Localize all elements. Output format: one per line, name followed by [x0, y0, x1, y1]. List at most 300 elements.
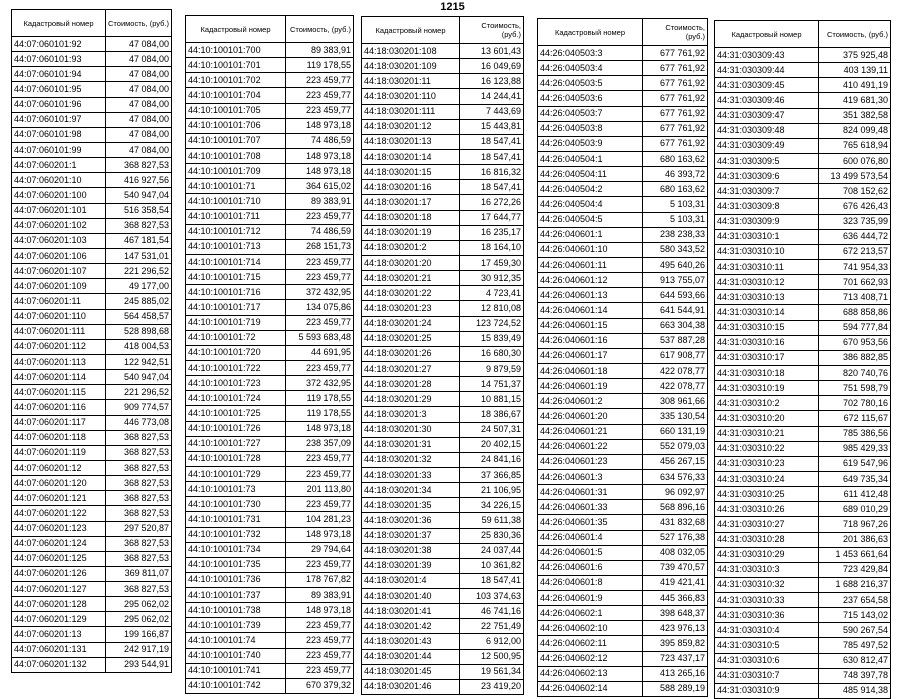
- table-row: [715, 184, 891, 199]
- cost-cell: 16 816,32: [460, 165, 524, 180]
- cost-cell: 386 882,85: [819, 350, 891, 365]
- cadastral-number-cell: 44:31:030309:9: [715, 214, 819, 229]
- cadastral-number-cell: 44:18:030201:17: [362, 195, 460, 210]
- table-row: [538, 591, 708, 606]
- cost-cell: 19 561,34: [460, 664, 524, 679]
- cost-cell: 6 912,00: [460, 634, 524, 649]
- table-row: [12, 597, 172, 612]
- table-row: [12, 354, 172, 369]
- cost-cell: 148 973,18: [286, 527, 354, 542]
- cost-cell: 335 130,54: [643, 409, 708, 424]
- table-row: [362, 543, 524, 558]
- table-row: [12, 506, 172, 521]
- cadastral-number-cell: 44:07:060201:120: [12, 476, 106, 491]
- cadastral-number-cell: 44:10:100101:728: [186, 451, 286, 466]
- table-row: [715, 381, 891, 396]
- column-header-cadastral: Кадастровый номер: [715, 21, 819, 48]
- cost-cell: 588 289,19: [643, 681, 708, 696]
- cost-cell: 10 881,15: [460, 392, 524, 407]
- cost-cell: 368 827,53: [106, 460, 172, 475]
- cadastral-number-cell: 44:10:100101:724: [186, 391, 286, 406]
- cost-cell: 15 839,49: [460, 331, 524, 346]
- cadastral-table-5: [714, 20, 891, 699]
- cadastral-number-cell: 44:10:100101:732: [186, 527, 286, 542]
- cadastral-number-cell: 44:31:030310:19: [715, 381, 819, 396]
- cost-cell: 368 827,53: [106, 445, 172, 460]
- table-row: [538, 545, 708, 560]
- cadastral-number-cell: 44:26:040601:9: [538, 591, 643, 606]
- table-row: [186, 360, 354, 375]
- cost-cell: 89 383,91: [286, 43, 354, 58]
- table-row: [538, 500, 708, 515]
- cadastral-number-cell: 44:26:040504:2: [538, 182, 643, 197]
- cadastral-number-cell: 44:07:060201:123: [12, 521, 106, 536]
- cadastral-number-cell: 44:26:040601:12: [538, 273, 643, 288]
- table-row: [12, 97, 172, 112]
- cadastral-number-cell: 44:31:030310:26: [715, 502, 819, 517]
- table-row: [538, 515, 708, 530]
- table-row: [362, 483, 524, 498]
- cadastral-number-cell: 44:10:100101:716: [186, 285, 286, 300]
- table-row: [12, 264, 172, 279]
- cost-cell: 9 879,59: [460, 361, 524, 376]
- cadastral-number-cell: 44:18:030201:41: [362, 604, 460, 619]
- cadastral-number-cell: 44:26:040601:6: [538, 560, 643, 575]
- table-row: [715, 214, 891, 229]
- cadastral-number-cell: 44:18:030201:25: [362, 331, 460, 346]
- table-row: [12, 188, 172, 203]
- cost-cell: 223 459,77: [286, 254, 354, 269]
- cadastral-number-cell: 44:18:030201:22: [362, 286, 460, 301]
- cost-cell: 368 827,53: [106, 506, 172, 521]
- cost-cell: 641 544,91: [643, 303, 708, 318]
- cost-cell: 540 947,04: [106, 188, 172, 203]
- cadastral-number-cell: 44:26:040601:21: [538, 424, 643, 439]
- cadastral-number-cell: 44:31:030309:7: [715, 184, 819, 199]
- cost-cell: 4 723,41: [460, 286, 524, 301]
- table-row: [12, 400, 172, 415]
- cost-cell: 14 751,37: [460, 377, 524, 392]
- cadastral-number-cell: 44:10:100101:734: [186, 542, 286, 557]
- table-row: [715, 199, 891, 214]
- cost-cell: 223 459,77: [286, 209, 354, 224]
- cadastral-number-cell: 44:10:100101:700: [186, 43, 286, 58]
- column-header-cadastral: Кадастровый номер: [186, 16, 286, 43]
- cadastral-number-cell: 44:31:030310:21: [715, 426, 819, 441]
- table-row: [12, 536, 172, 551]
- table-row: [715, 577, 891, 592]
- table-row: [715, 350, 891, 365]
- cost-cell: 351 382,58: [819, 108, 891, 123]
- cadastral-number-cell: 44:07:060201:109: [12, 279, 106, 294]
- cadastral-number-cell: 44:07:060201:13: [12, 627, 106, 642]
- table-row: [362, 392, 524, 407]
- cost-cell: 5 593 683,48: [286, 330, 354, 345]
- cost-cell: 74 486,59: [286, 133, 354, 148]
- cadastral-number-cell: 44:31:030310:14: [715, 305, 819, 320]
- cost-cell: 398 648,37: [643, 606, 708, 621]
- table-row: [12, 430, 172, 445]
- table-row: [362, 528, 524, 543]
- table-row: [362, 316, 524, 331]
- table-row: [12, 203, 172, 218]
- cost-cell: 713 408,71: [819, 290, 891, 305]
- cadastral-number-cell: 44:26:040503:5: [538, 76, 643, 91]
- table-row: [538, 46, 708, 61]
- cost-cell: 134 075,86: [286, 300, 354, 315]
- table-row: [12, 309, 172, 324]
- table-row: [362, 649, 524, 664]
- cost-cell: 148 973,18: [286, 118, 354, 133]
- cadastral-number-cell: 44:18:030201:11: [362, 74, 460, 89]
- cadastral-number-cell: 44:07:060201:128: [12, 597, 106, 612]
- table-row: [362, 467, 524, 482]
- cost-cell: 20 402,15: [460, 437, 524, 452]
- cost-cell: 368 827,53: [106, 430, 172, 445]
- table-row: [715, 623, 891, 638]
- cost-cell: 372 432,95: [286, 285, 354, 300]
- cadastral-number-cell: 44:26:040504:5: [538, 212, 643, 227]
- cadastral-number-cell: 44:18:030201:32: [362, 452, 460, 467]
- cadastral-number-cell: 44:31:030309:44: [715, 63, 819, 78]
- cadastral-number-cell: 44:31:030310:5: [715, 638, 819, 653]
- table-row: [12, 521, 172, 536]
- cost-cell: 748 397,78: [819, 668, 891, 683]
- cost-cell: 223 459,77: [286, 103, 354, 118]
- cost-cell: 617 908,77: [643, 348, 708, 363]
- table-row: [362, 149, 524, 164]
- cadastral-number-cell: 44:26:040504:4: [538, 197, 643, 212]
- cost-cell: 16 049,69: [460, 59, 524, 74]
- cadastral-number-cell: 44:18:030201:37: [362, 528, 460, 543]
- cost-cell: 47 084,00: [106, 127, 172, 142]
- cost-cell: 419 681,30: [819, 93, 891, 108]
- cadastral-number-cell: 44:07:060201:112: [12, 339, 106, 354]
- table-row: [362, 498, 524, 513]
- column-header-cost: Стоимость, (руб.): [460, 17, 524, 44]
- cadastral-table-1: [11, 9, 172, 673]
- cost-cell: 295 062,02: [106, 612, 172, 627]
- table-row: [715, 608, 891, 623]
- table-row: [538, 333, 708, 348]
- cost-cell: 147 531,01: [106, 248, 172, 263]
- cost-cell: 119 178,55: [286, 58, 354, 73]
- cost-cell: 148 973,18: [286, 603, 354, 618]
- cost-cell: 375 925,48: [819, 48, 891, 63]
- cost-cell: 89 383,91: [286, 194, 354, 209]
- cadastral-number-cell: 44:07:060101:96: [12, 97, 106, 112]
- table-row: [186, 43, 354, 58]
- cadastral-number-cell: 44:31:030310:22: [715, 441, 819, 456]
- cadastral-number-cell: 44:31:030309:6: [715, 169, 819, 184]
- cost-cell: 148 973,18: [286, 148, 354, 163]
- cost-cell: 10 361,82: [460, 558, 524, 573]
- cadastral-number-cell: 44:26:040601:3: [538, 469, 643, 484]
- cadastral-number-cell: 44:18:030201:19: [362, 225, 460, 240]
- table-row: [715, 562, 891, 577]
- cadastral-number-cell: 44:18:030201:14: [362, 149, 460, 164]
- table-row: [186, 58, 354, 73]
- table-row: [12, 248, 172, 263]
- cost-cell: 18 547,41: [460, 180, 524, 195]
- cost-cell: 223 459,77: [286, 663, 354, 678]
- table-row: [362, 119, 524, 134]
- cadastral-number-cell: 44:10:100101:725: [186, 406, 286, 421]
- cost-cell: 223 459,77: [286, 466, 354, 481]
- table-row: [538, 560, 708, 575]
- cost-cell: 751 598,79: [819, 381, 891, 396]
- table-row: [715, 547, 891, 562]
- table-row: [362, 59, 524, 74]
- cost-cell: 16 235,17: [460, 225, 524, 240]
- cadastral-number-cell: 44:10:100101:71: [186, 179, 286, 194]
- cadastral-number-cell: 44:18:030201:2: [362, 240, 460, 255]
- cost-cell: 688 858,86: [819, 305, 891, 320]
- cadastral-number-cell: 44:26:040602:12: [538, 651, 643, 666]
- table-row: [538, 257, 708, 272]
- cost-cell: 49 177,00: [106, 279, 172, 294]
- table-row: [715, 305, 891, 320]
- cost-cell: 18 547,41: [460, 149, 524, 164]
- cost-cell: 552 079,03: [643, 439, 708, 454]
- cadastral-number-cell: 44:18:030201:13: [362, 134, 460, 149]
- cost-cell: 238 238,33: [643, 227, 708, 242]
- table-row: [186, 648, 354, 663]
- cadastral-number-cell: 44:31:030309:46: [715, 93, 819, 108]
- cost-cell: 540 947,04: [106, 370, 172, 385]
- cadastral-number-cell: 44:31:030310:2: [715, 396, 819, 411]
- cost-cell: 580 343,52: [643, 242, 708, 257]
- cadastral-number-cell: 44:26:040601:33: [538, 500, 643, 515]
- table-row: [362, 513, 524, 528]
- cadastral-number-cell: 44:10:100101:709: [186, 164, 286, 179]
- table-row: [538, 606, 708, 621]
- cost-cell: 364 615,02: [286, 179, 354, 194]
- cost-cell: 708 152,62: [819, 184, 891, 199]
- cost-cell: 663 304,38: [643, 318, 708, 333]
- table-row: [186, 73, 354, 88]
- cadastral-number-cell: 44:26:040504:1: [538, 151, 643, 166]
- cost-cell: 59 611,38: [460, 513, 524, 528]
- table-row: [186, 572, 354, 587]
- cost-cell: 29 794,64: [286, 542, 354, 557]
- cadastral-number-cell: 44:07:060201:102: [12, 218, 106, 233]
- cadastral-number-cell: 44:07:060201:106: [12, 248, 106, 263]
- cadastral-number-cell: 44:07:060201:122: [12, 506, 106, 521]
- table-row: [186, 603, 354, 618]
- table-row: [538, 182, 708, 197]
- table-row: [362, 255, 524, 270]
- table-row: [715, 275, 891, 290]
- cadastral-number-cell: 44:26:040503:8: [538, 121, 643, 136]
- cadastral-number-cell: 44:31:030309:48: [715, 123, 819, 138]
- cost-cell: 702 780,16: [819, 396, 891, 411]
- cadastral-number-cell: 44:31:030310:16: [715, 335, 819, 350]
- cadastral-number-cell: 44:31:030310:15: [715, 320, 819, 335]
- table-row: [715, 396, 891, 411]
- table-row: [12, 52, 172, 67]
- cadastral-number-cell: 44:10:100101:714: [186, 254, 286, 269]
- cost-cell: 527 176,38: [643, 530, 708, 545]
- cadastral-number-cell: 44:26:040601:23: [538, 454, 643, 469]
- cadastral-number-cell: 44:07:060201:100: [12, 188, 106, 203]
- cadastral-number-cell: 44:10:100101:737: [186, 588, 286, 603]
- cadastral-number-cell: 44:31:030310:10: [715, 244, 819, 259]
- cadastral-number-cell: 44:31:030309:43: [715, 48, 819, 63]
- cost-cell: 677 761,92: [643, 61, 708, 76]
- table-row: [12, 339, 172, 354]
- cost-cell: 739 470,57: [643, 560, 708, 575]
- cadastral-number-cell: 44:07:060101:98: [12, 127, 106, 142]
- cost-cell: 46 393,72: [643, 167, 708, 182]
- table-row: [538, 61, 708, 76]
- cost-cell: 423 976,13: [643, 621, 708, 636]
- cost-cell: 123 724,52: [460, 316, 524, 331]
- table-row: [538, 666, 708, 681]
- cost-cell: 660 131,19: [643, 424, 708, 439]
- cadastral-number-cell: 44:18:030201:23: [362, 301, 460, 316]
- cost-cell: 37 366,85: [460, 467, 524, 482]
- cadastral-number-cell: 44:10:100101:711: [186, 209, 286, 224]
- cadastral-number-cell: 44:07:060201:11: [12, 294, 106, 309]
- cadastral-number-cell: 44:31:030310:24: [715, 471, 819, 486]
- table-row: [715, 290, 891, 305]
- cost-cell: 242 917,19: [106, 642, 172, 657]
- cost-cell: 34 226,15: [460, 498, 524, 513]
- cadastral-number-cell: 44:26:040601:31: [538, 485, 643, 500]
- cost-cell: 564 458,57: [106, 309, 172, 324]
- table-row: [12, 37, 172, 52]
- cost-cell: 237 654,58: [819, 593, 891, 608]
- cost-cell: 395 859,82: [643, 636, 708, 651]
- table-row: [186, 421, 354, 436]
- cadastral-number-cell: 44:18:030201:36: [362, 513, 460, 528]
- cadastral-number-cell: 44:26:040503:7: [538, 106, 643, 121]
- cost-cell: 672 115,67: [819, 411, 891, 426]
- cadastral-number-cell: 44:26:040601:20: [538, 409, 643, 424]
- cost-cell: 24 507,31: [460, 422, 524, 437]
- cadastral-number-cell: 44:26:040602:11: [538, 636, 643, 651]
- cadastral-number-cell: 44:07:060201:110: [12, 309, 106, 324]
- cadastral-number-cell: 44:26:040601:35: [538, 515, 643, 530]
- cadastral-table-2: [185, 15, 354, 694]
- table-row: [362, 437, 524, 452]
- cadastral-number-cell: 44:26:040503:3: [538, 46, 643, 61]
- table-row: [12, 82, 172, 97]
- cost-cell: 408 032,05: [643, 545, 708, 560]
- table-row: [538, 363, 708, 378]
- cost-cell: 30 912,35: [460, 271, 524, 286]
- cost-cell: 368 827,53: [106, 476, 172, 491]
- cadastral-number-cell: 44:31:030310:28: [715, 532, 819, 547]
- cadastral-number-cell: 44:26:040504:11: [538, 167, 643, 182]
- cost-cell: 148 973,18: [286, 164, 354, 179]
- table-row: [715, 169, 891, 184]
- cost-cell: 295 062,02: [106, 597, 172, 612]
- cadastral-number-cell: 44:26:040601:10: [538, 242, 643, 257]
- table-row: [538, 121, 708, 136]
- table-row: [186, 436, 354, 451]
- table-row: [362, 210, 524, 225]
- table-row: [715, 365, 891, 380]
- cost-cell: 17 644,77: [460, 210, 524, 225]
- table-row: [186, 391, 354, 406]
- cost-cell: 18 547,41: [460, 134, 524, 149]
- column-header-cost: Стоимость, (руб.): [643, 19, 708, 46]
- table-row: [362, 134, 524, 149]
- table-row: [538, 167, 708, 182]
- table-row: [715, 683, 891, 698]
- column-header-cadastral: Кадастровый номер: [538, 19, 643, 46]
- cadastral-number-cell: 44:26:040503:4: [538, 61, 643, 76]
- cadastral-number-cell: 44:31:030310:27: [715, 517, 819, 532]
- column-header-cadastral: Кадастровый номер: [362, 17, 460, 44]
- table-row: [715, 487, 891, 502]
- cost-cell: 22 751,49: [460, 619, 524, 634]
- cadastral-number-cell: 44:26:040602:10: [538, 621, 643, 636]
- cost-cell: 537 887,28: [643, 333, 708, 348]
- cost-cell: 119 178,55: [286, 391, 354, 406]
- table-row: [362, 225, 524, 240]
- cost-cell: 765 618,94: [819, 138, 891, 153]
- cadastral-number-cell: 44:10:100101:738: [186, 603, 286, 618]
- cost-cell: 293 544,91: [106, 657, 172, 672]
- cadastral-number-cell: 44:07:060201:12: [12, 460, 106, 475]
- table-row: [362, 619, 524, 634]
- cadastral-number-cell: 44:10:100101:715: [186, 270, 286, 285]
- cost-cell: 223 459,77: [286, 270, 354, 285]
- table-row: [362, 589, 524, 604]
- table-row: [538, 439, 708, 454]
- cost-cell: 223 459,77: [286, 73, 354, 88]
- cadastral-number-cell: 44:07:060101:92: [12, 37, 106, 52]
- cost-cell: 820 740,76: [819, 365, 891, 380]
- cost-cell: 723 437,17: [643, 651, 708, 666]
- cadastral-number-cell: 44:31:030310:13: [715, 290, 819, 305]
- table-row: [186, 239, 354, 254]
- table-row: [538, 379, 708, 394]
- cadastral-number-cell: 44:18:030201:110: [362, 89, 460, 104]
- cost-cell: 5 103,31: [643, 197, 708, 212]
- table-row: [186, 557, 354, 572]
- cost-cell: 5 103,31: [643, 212, 708, 227]
- table-row: [715, 259, 891, 274]
- table-row: [186, 482, 354, 497]
- cadastral-number-cell: 44:07:060101:95: [12, 82, 106, 97]
- table-row: [186, 345, 354, 360]
- table-row: [186, 678, 354, 693]
- cadastral-number-cell: 44:31:030310:3: [715, 562, 819, 577]
- table-row: [715, 93, 891, 108]
- cadastral-number-cell: 44:26:040601:8: [538, 575, 643, 590]
- table-row: [12, 158, 172, 173]
- cost-cell: 201 113,80: [286, 482, 354, 497]
- cost-cell: 18 386,67: [460, 407, 524, 422]
- cadastral-number-cell: 44:26:040503:6: [538, 91, 643, 106]
- cost-cell: 701 662,93: [819, 275, 891, 290]
- cost-cell: 422 078,77: [643, 363, 708, 378]
- table-row: [538, 424, 708, 439]
- table-row: [12, 476, 172, 491]
- cadastral-number-cell: 44:07:060201:101: [12, 203, 106, 218]
- table-row: [538, 485, 708, 500]
- cadastral-number-cell: 44:10:100101:702: [186, 73, 286, 88]
- cost-cell: 199 166,87: [106, 627, 172, 642]
- table-row: [362, 452, 524, 467]
- cadastral-number-cell: 44:10:100101:706: [186, 118, 286, 133]
- table-row: [362, 165, 524, 180]
- cost-cell: 677 761,92: [643, 76, 708, 91]
